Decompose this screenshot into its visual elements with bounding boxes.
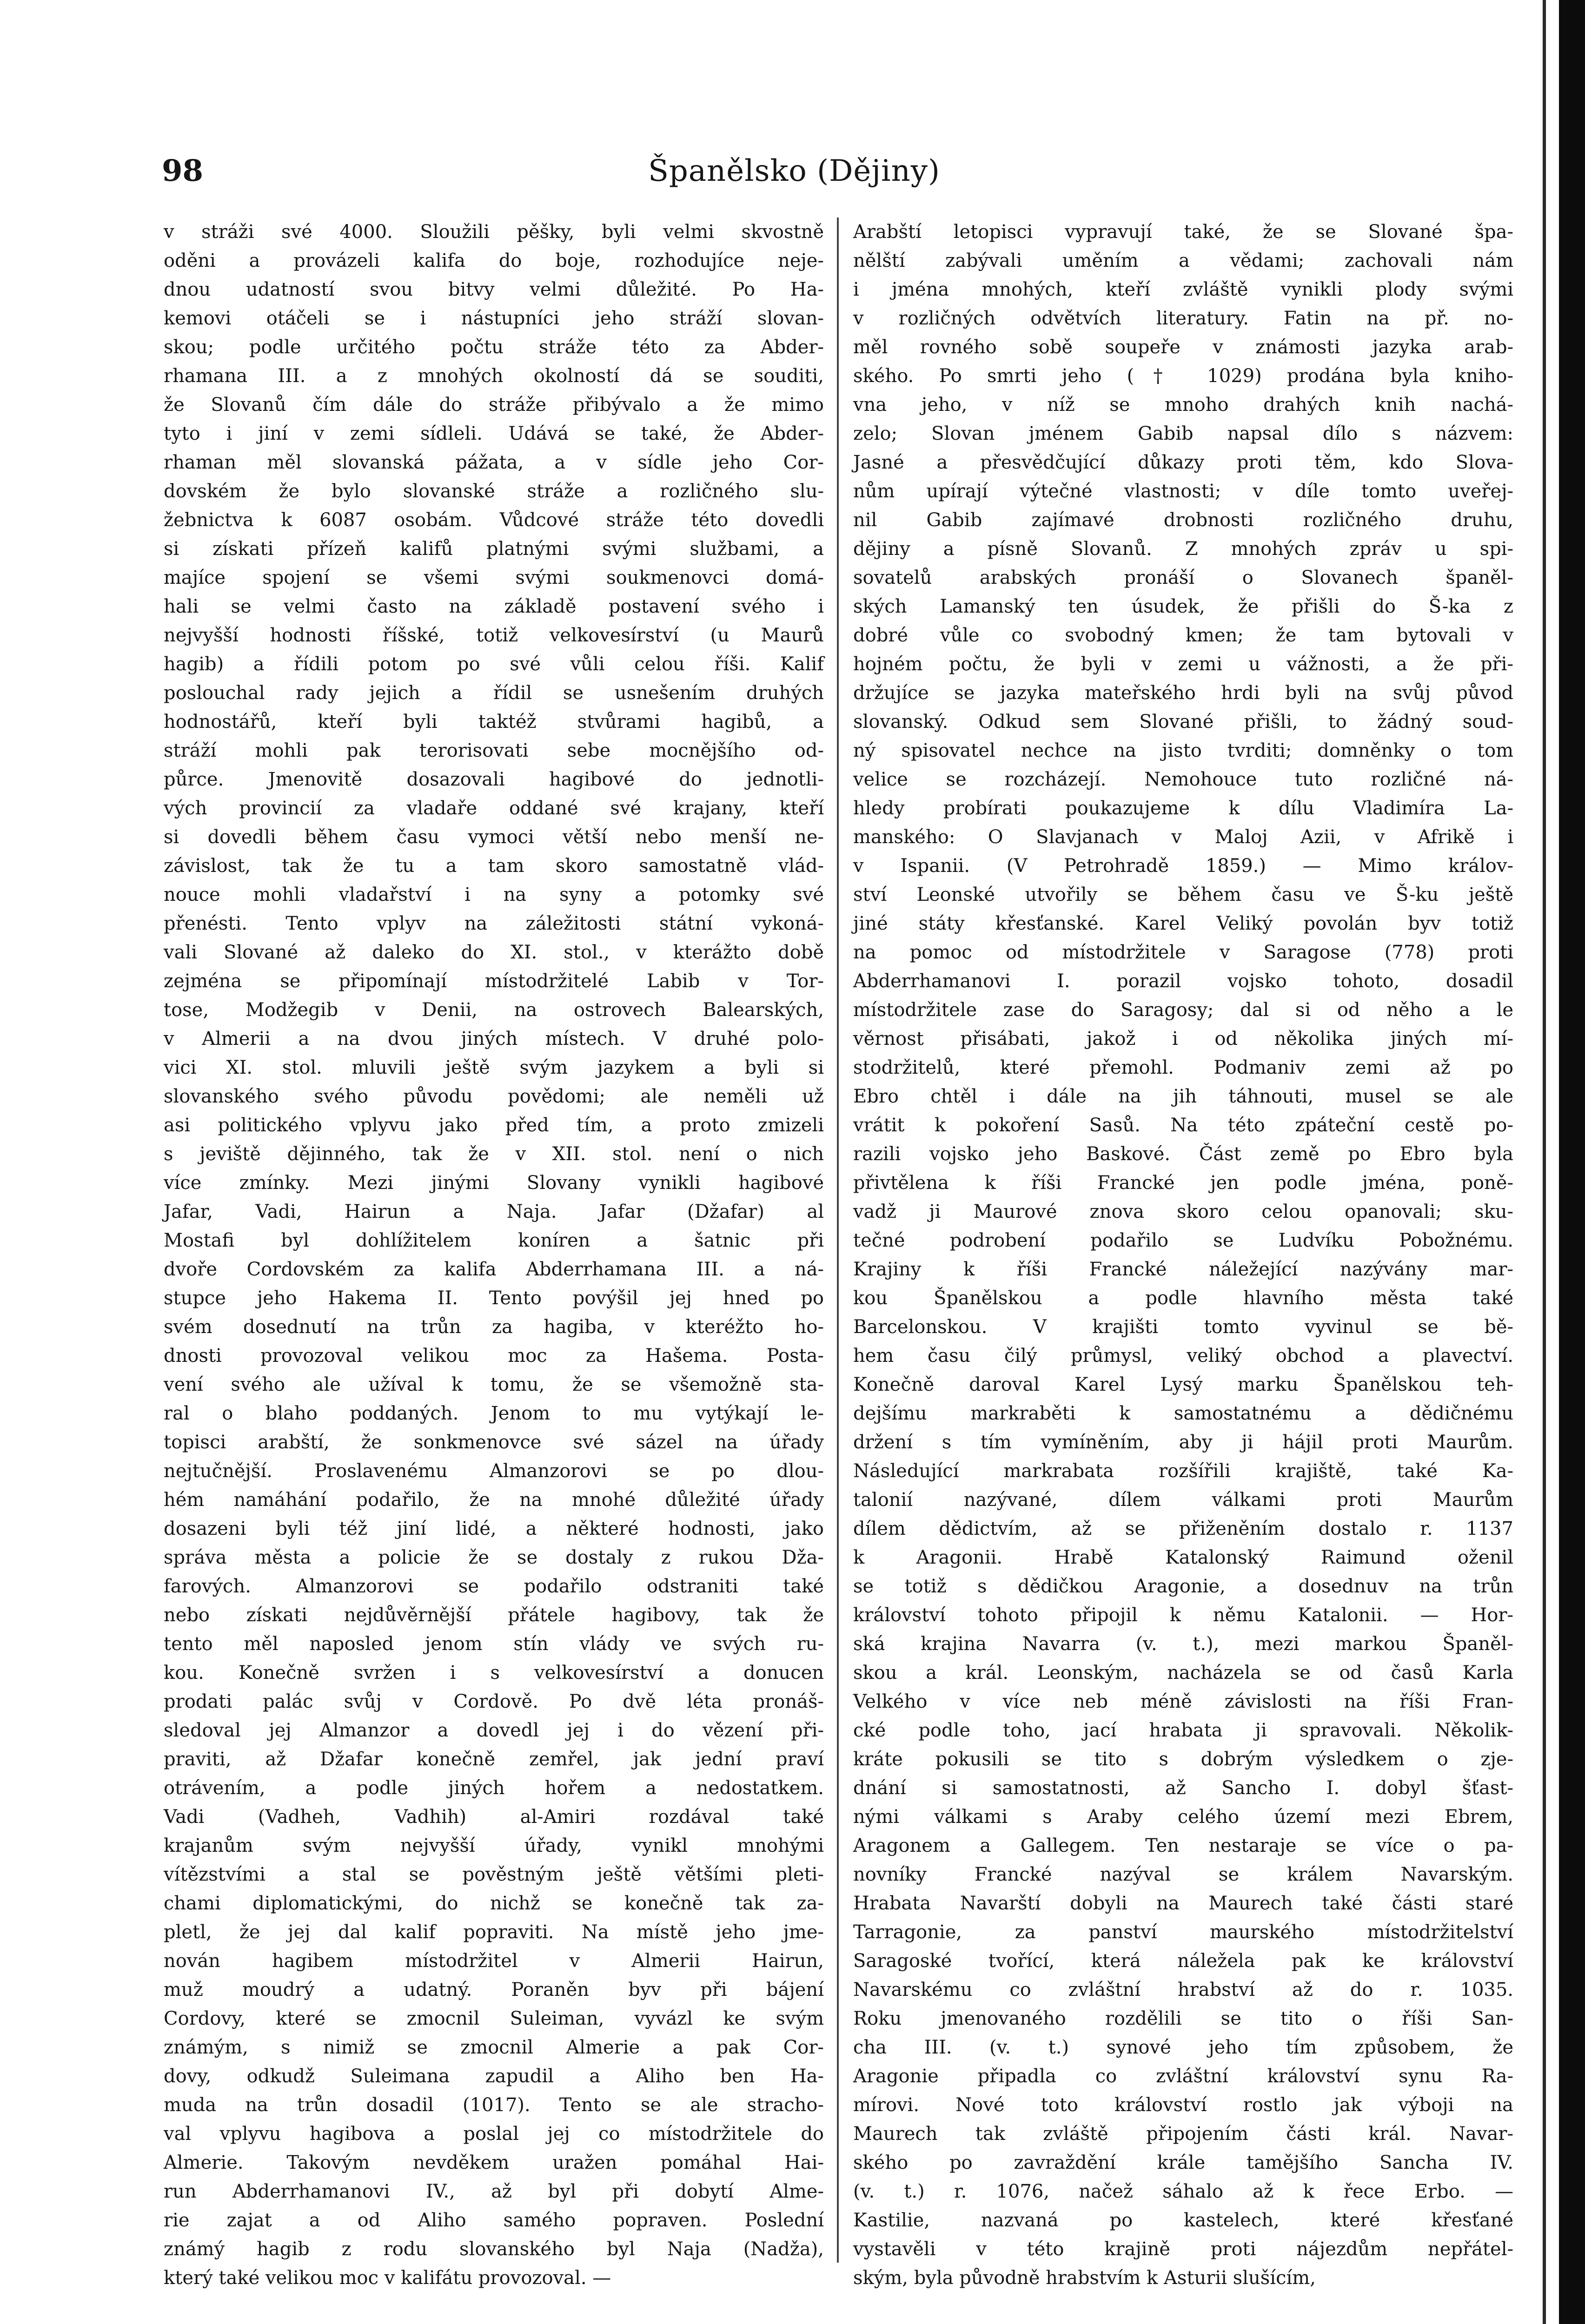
text-line: Mostafi byl dohlížitelem koníren a šatnic při: [164, 1230, 824, 1251]
text-line: nován hagibem místodržitel v Almerii Hairun,: [164, 1950, 824, 1972]
text-line: rhamana III. a z mnohých okolností dá se souditi,: [164, 365, 824, 387]
page-scan-edge-line: [1543, 0, 1546, 2324]
text-line: ským, byla původně hrabstvím k Asturii slušícím,: [853, 2267, 1316, 2289]
text-line: Barcelonskou. V krajišti tomto vyvinul se bě-: [853, 1316, 1513, 1338]
text-line: sledoval jej Almanzor a dovedl jej i do vězení při-: [164, 1720, 824, 1741]
text-line: Arabští letopisci vypravují také, že se Slované špa-: [853, 221, 1513, 243]
text-line: Kastilie, nazvaná po kastelech, které křesťané: [853, 2210, 1513, 2231]
text-line: cké podle toho, jací hrabata ji spravovali. Několik-: [853, 1720, 1513, 1741]
text-line: pletl, že jej dal kalif popraviti. Na místě jeho jme-: [164, 1921, 824, 1943]
text-line: stodržitelů, které přemohl. Podmaniv zemi až po: [853, 1057, 1513, 1078]
text-line: vadž ji Maurové znova skoro celou opanovali; sku-: [853, 1201, 1513, 1222]
text-line: vali Slované až daleko do XI. stol., v kterážto době: [164, 942, 824, 963]
text-line: manského: O Slavjanach v Maloj Azii, v Afrikě i: [853, 826, 1513, 848]
text-line: Saragoské tvořící, která náležela pak ke království: [853, 1950, 1513, 1972]
text-line: stupce jeho Hakema II. Tento povýšil jej hned po: [164, 1287, 824, 1309]
text-line: dosazeni byli též jiní lidé, a některé hodnosti, jako: [164, 1518, 824, 1539]
text-line: se totiž s dědičkou Aragonie, a dosednuv na trůn: [853, 1576, 1513, 1597]
text-line: Tarragonie, za panství maurského místodržitelství: [853, 1921, 1513, 1943]
text-line: kemovi otáčeli se i nástupníci jeho stráží slovan-: [164, 308, 824, 329]
text-line: otrávením, a podle jiných hořem a nedostatkem.: [164, 1777, 824, 1799]
text-line: run Abderrhamanovi IV., až byl při dobytí Alme-: [164, 2181, 824, 2202]
text-line: tento měl naposled jenom stín vlády ve svých ru-: [164, 1633, 824, 1655]
text-line: poslouchal rady jejich a řídil se usnešením druhých: [164, 682, 824, 704]
text-line: novníky Francké nazýval se králem Navarským.: [853, 1864, 1513, 1885]
text-line: k Aragonii. Hrabě Katalonský Raimund oženil: [853, 1547, 1513, 1568]
running-title: Španělsko (Dějiny): [648, 154, 940, 188]
text-line: (v. t.) r. 1076, načež sáhalo až k řece Erbo. —: [853, 2181, 1513, 2202]
text-line: ství Leonské utvořily se během času ve Š-ku ještě: [853, 884, 1513, 905]
text-line: slovanský. Odkud sem Slované přišli, to žádný soud-: [853, 711, 1513, 733]
text-line: nouce mohli vladařství i na syny a potomky své: [164, 884, 824, 905]
text-line: Abderrhamanovi I. porazil vojsko tohoto, dosadil: [853, 971, 1513, 992]
text-line: hledy probírati poukazujeme k dílu Vladimíra La-: [853, 798, 1513, 819]
text-line: Jasné a přesvědčující důkazy proti těm, kdo Slova-: [853, 452, 1513, 473]
text-line: skou; podle určitého počtu stráže této za Abder-: [164, 337, 824, 358]
text-line: hali se velmi často na základě postavení svého i: [164, 596, 824, 617]
text-line: prodati palác svůj v Cordově. Po dvě léta pronáš-: [164, 1691, 824, 1712]
text-line: nejtučnější. Proslavenému Almanzorovi se po dlou-: [164, 1460, 824, 1482]
text-line: místodržitele zase do Saragosy; dal si od něho a le: [853, 999, 1513, 1021]
text-line: rhaman měl slovanská pážata, a v sídle jeho Cor-: [164, 452, 824, 473]
text-line: hem času čilý průmysl, veliký obchod a plavectví.: [853, 1345, 1513, 1367]
text-line: Konečně daroval Karel Lysý marku Španělskou teh-: [853, 1374, 1513, 1395]
text-line: závislost, tak že tu a tam skoro samostatně vlád-: [164, 855, 824, 877]
text-line: dnou udatností svou bitvy velmi důležité. Po Ha-: [164, 279, 824, 300]
text-line: Navarskému co zvláštní hrabství až do r. 1035.: [853, 1979, 1513, 2000]
text-line: vici XI. stol. mluvili ještě svým jazykem a byli si: [164, 1057, 824, 1078]
text-line: ný spisovatel nechce na jisto tvrditi; domněnky o tom: [853, 740, 1513, 761]
text-line: razili vojsko jeho Baskové. Část země po Ebro byla: [853, 1143, 1513, 1165]
text-line: s jeviště dějinného, tak že v XII. stol. není o nich: [164, 1143, 824, 1165]
text-line: ská krajina Navarra (v. t.), mezi markou Španěl-: [853, 1633, 1513, 1655]
text-line: oděni a provázeli kalifa do boje, rozhodujíce neje-: [164, 250, 824, 271]
text-line: Aragonie připadla co zvláštní království synu Ra-: [853, 2066, 1513, 2087]
text-line: majíce spojení se všemi svými soukmenovci domá-: [164, 567, 824, 588]
text-line: vých provincií za vladaře oddané své krajany, kteří: [164, 798, 824, 819]
text-line: svém dosednutí na trůn za hagiba, v kteréžto ho-: [164, 1316, 824, 1338]
text-line: cha III. (v. t.) synové jeho tím způsobem, že: [853, 2037, 1513, 2058]
text-line: mírovi. Nové toto království rostlo jak výboji na: [853, 2094, 1513, 2116]
text-line: hagib) a řídili potom po své vůli celou říši. Kalif: [164, 654, 824, 675]
text-line: rie zajat a od Aliho samého popraven. Poslední: [164, 2210, 824, 2231]
text-line: měl rovného sobě soupeře v známosti jazyka arab-: [853, 337, 1513, 358]
text-line: kou. Konečně svržen i s velkovesírství a donucen: [164, 1662, 824, 1684]
left-text-column: [164, 218, 824, 2289]
text-line: muž moudrý a udatný. Poraněn byv při bájení: [164, 1979, 824, 2000]
text-line: v rozličných odvětvích literatury. Fatin na př. no-: [853, 308, 1513, 329]
text-line: království tohoto připojil k němu Katalonii. — Hor-: [853, 1604, 1513, 1626]
text-line: Cordovy, které se zmocnil Suleiman, vyvázl ke svým: [164, 2008, 824, 2029]
text-line: dobré vůle co svobodný kmen; že tam bytovali v: [853, 625, 1513, 646]
text-line: dovském že bylo slovanské stráže a rozličného slu-: [164, 481, 824, 502]
text-line: přivtělena k říši Francké jen podle jména, poně-: [853, 1172, 1513, 1194]
text-line: nům upírají výtečné vlastnosti; v díle tomto uveřej-: [853, 481, 1513, 502]
text-line: který také velikou moc v kalifátu provozoval. —: [164, 2267, 611, 2289]
page-scan-edge: [1559, 0, 1585, 2324]
text-line: muda na trůn dosadil (1017). Tento se ale stracho-: [164, 2094, 824, 2116]
text-line: dnání si samostatnosti, až Sancho I. dobyl šťast-: [853, 1777, 1513, 1799]
text-line: slovanského svého původu povědomi; ale neměli už: [164, 1086, 824, 1107]
text-line: dovy, odkudž Suleimana zapudil a Aliho ben Ha-: [164, 2066, 824, 2087]
text-line: hojném počtu, že byli v zemi u vážnosti, a že při-: [853, 654, 1513, 675]
text-line: ral o blaho poddaných. Jenom to mu vytýkají le-: [164, 1403, 824, 1424]
column-divider: [837, 218, 839, 2263]
text-line: v Almerii a na dvou jiných místech. V druhé polo-: [164, 1028, 824, 1050]
text-line: nejvyšší hodnosti říšské, totiž velkovesírství (u Maurů: [164, 625, 824, 646]
text-line: nělští zabývali uměním a vědami; zachovali nám: [853, 250, 1513, 271]
text-line: velice se rozcházejí. Nemohouce tuto rozličné ná-: [853, 769, 1513, 790]
text-line: Aragonem a Gallegem. Ten nestaraje se více o pa-: [853, 1835, 1513, 1856]
right-text-column: [853, 218, 1513, 2289]
text-line: Almerie. Takovým nevděkem uražen pomáhal Hai-: [164, 2152, 824, 2173]
text-line: známým, s nimiž se zmocnil Almerie a pak Cor-: [164, 2037, 824, 2058]
text-line: vítězstvími a stal se pověstným ještě většími pleti-: [164, 1864, 824, 1885]
text-line: půrce. Jmenovitě dosazovali hagibové do jednotli-: [164, 769, 824, 790]
text-line: tose, Modžegib v Denii, na ostrovech Balearských,: [164, 999, 824, 1021]
text-line: Jafar, Vadi, Hairun a Naja. Jafar (Džafar) al: [164, 1201, 824, 1222]
text-line: nil Gabib zajímavé drobnosti rozličného druhu,: [853, 509, 1513, 531]
text-line: si dovedli během času vymoci větší nebo menší ne-: [164, 826, 824, 848]
text-line: Následující markrabata rozšířili krajiště, také Ka-: [853, 1460, 1513, 1482]
text-line: skou a král. Leonským, nacházela se od časů Karla: [853, 1662, 1513, 1684]
text-line: Maurech tak zvláště připojením části král. Navar-: [853, 2123, 1513, 2145]
text-line: tečné podrobení podařilo se Ludvíku Pobožnému.: [853, 1230, 1513, 1251]
text-line: v stráži své 4000. Sloužili pěšky, byli velmi skvostně: [164, 221, 824, 243]
text-line: držujíce se jazyka mateřského hrdi byli na svůj původ: [853, 682, 1513, 704]
text-line: nými válkami s Araby celého území mezi Ebrem,: [853, 1806, 1513, 1828]
text-line: ského po zavraždění krále tamějšího Sancha IV.: [853, 2152, 1513, 2173]
text-line: Hrabata Navarští dobyli na Maurech také části staré: [853, 1893, 1513, 1914]
text-line: držení s tím vymíněním, aby ji hájil proti Maurům.: [853, 1432, 1513, 1453]
text-line: Velkého v více neb méně závislosti na říši Fran-: [853, 1691, 1513, 1712]
text-line: hodnostářů, kteří byli taktéž stvůrami hagibů, a: [164, 711, 824, 733]
text-line: dějiny a písně Slovanů. Z mnohých zpráv u spi-: [853, 538, 1513, 560]
text-line: dílem dědictvím, až se přiženěním dostalo r. 1137: [853, 1518, 1513, 1539]
text-line: Vadi (Vadheh, Vadhih) al-Amiri rozdával také: [164, 1806, 824, 1828]
text-line: val vplyvu hagibova a poslal jej co místodržitele do: [164, 2123, 824, 2145]
text-line: ských Lamanský ten úsudek, že přišli do Š-ka z: [853, 596, 1513, 617]
text-line: jiné státy křesťanské. Karel Veliký povolán byv totiž: [853, 913, 1513, 934]
text-line: Ebro chtěl i dále na jih táhnouti, musel se ale: [853, 1086, 1513, 1107]
text-line: Roku jmenovaného rozdělili se tito o říši San-: [853, 2008, 1513, 2029]
text-line: dvoře Cordovském za kalifa Abderrhamana III. a ná-: [164, 1259, 824, 1280]
text-line: na pomoc od místodržitele v Saragose (778) proti: [853, 942, 1513, 963]
text-line: i jména mnohých, kteří zvláště vynikli plody svými: [853, 279, 1513, 300]
text-line: vrátit k pokoření Sasů. Na této zpáteční cestě po-: [853, 1115, 1513, 1136]
text-line: vna jeho, v níž se mnoho drahých knih nachá-: [853, 394, 1513, 416]
text-line: tyto i jiní v zemi sídleli. Udává se také, že Abder-: [164, 423, 824, 444]
text-line: správa města a policie že se dostaly z rukou Dža-: [164, 1547, 824, 1568]
text-line: kou Španělskou a podle hlavního města také: [853, 1287, 1513, 1309]
text-line: vystavěli v této krajině proti nájezdům nepřátel-: [853, 2238, 1513, 2260]
text-line: známý hagib z rodu slovanského byl Naja (Nadža),: [164, 2238, 824, 2260]
text-line: praviti, až Džafar konečně zemřel, jak jední praví: [164, 1749, 824, 1770]
text-line: nebo získati nejdůvěrnější přátele hagibovy, tak že: [164, 1604, 824, 1626]
text-line: topisci arabští, že sonkmenovce své sázel na úřady: [164, 1432, 824, 1453]
text-line: krajanům svým nejvyšší úřady, vynikl mnohými: [164, 1835, 824, 1856]
text-line: stráží mohli pak terorisovati sebe mocnějšího od-: [164, 740, 824, 761]
text-line: si získati přízeň kalifů platnými svými službami, a: [164, 538, 824, 560]
text-line: věrnost přisábati, jakož i od několika jiných mí-: [853, 1028, 1513, 1050]
text-line: talonií nazývané, dílem válkami proti Maurům: [853, 1489, 1513, 1511]
text-line: zejména se připomínají místodržitelé Labib v Tor-: [164, 971, 824, 992]
text-line: zelo; Slovan jménem Gabib napsal dílo s názvem:: [853, 423, 1513, 444]
text-line: farových. Almanzorovi se podařilo odstraniti také: [164, 1576, 824, 1597]
text-line: ského. Po smrti jeho († 1029) prodána byla kniho-: [853, 365, 1513, 387]
text-line: že Slovanů čím dále do stráže přibývalo a že mimo: [164, 394, 824, 416]
text-line: více zmínky. Mezi jinými Slovany vynikli hagibové: [164, 1172, 824, 1194]
text-line: žebnictva k 6087 osobám. Vůdcové stráže této dovedli: [164, 509, 824, 531]
text-line: vení svého ale užíval k tomu, že se všemožně sta-: [164, 1374, 824, 1395]
text-line: přenésti. Tento vplyv na záležitosti státní vykoná-: [164, 913, 824, 934]
page-number: 98: [162, 153, 204, 188]
text-line: asi politického vplyvu jako před tím, a proto zmizeli: [164, 1115, 824, 1136]
text-line: Krajiny k říši Francké náležející nazývány mar-: [853, 1259, 1513, 1280]
text-line: dejšímu markraběti k samostatnému a dědičnému: [853, 1403, 1513, 1424]
page-header: [162, 148, 1426, 199]
text-line: kráte pokusili se tito s dobrým výsledkem o zje-: [853, 1749, 1513, 1770]
text-line: hém namáhání podařilo, že na mnohé důležité úřady: [164, 1489, 824, 1511]
text-line: chami diplomatickými, do nichž se konečně tak za-: [164, 1893, 824, 1914]
text-line: v Ispanii. (V Petrohradě 1859.) — Mimo králov-: [853, 855, 1513, 877]
text-line: sovatelů arabských pronáší o Slovanech španěl-: [853, 567, 1513, 588]
text-line: dnosti provozoval velikou moc za Hašema. Posta-: [164, 1345, 824, 1367]
